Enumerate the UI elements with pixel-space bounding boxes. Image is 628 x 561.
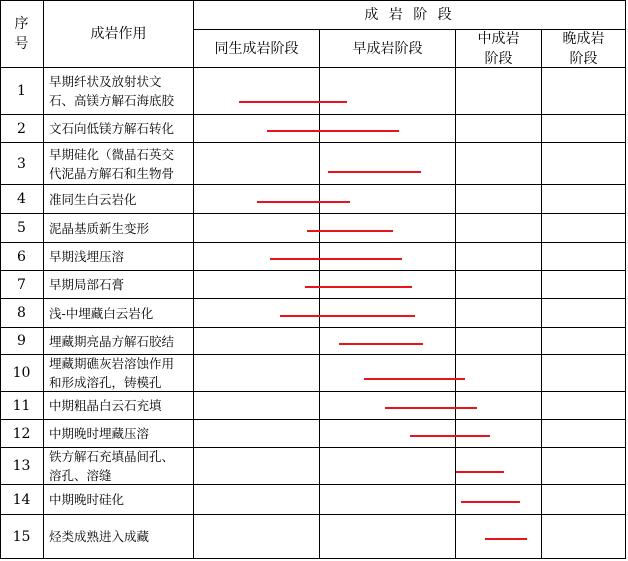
row-process-text: 准同生白云岩化 [49,191,137,207]
stage-cell-early [320,243,456,271]
row-number: 4 [17,191,26,207]
stage-cell-late [542,68,626,115]
stage-cell-late [542,243,626,271]
stage-cell-late [542,271,626,299]
row-number: 9 [17,333,26,349]
stage-range-bar [257,201,350,203]
stage-cell-early [320,328,456,355]
stage-cell-late [542,392,626,420]
stage-cell-middle [456,355,542,392]
row-process-text: 中期晚时埋藏压溶 [49,426,150,441]
stage-cell-middle [456,448,542,485]
row-process-text: 中期粗晶白云石充填 [49,398,162,413]
row-process-cell [44,420,194,448]
stage-cell-early [320,420,456,448]
header-stages [194,0,626,30]
row-process-cell [44,185,194,214]
stage-cell-late [542,185,626,214]
stage-cell-early [320,271,456,299]
row-process-text: 埋藏期亮晶方解石胶结 [49,333,175,349]
stage-cell-syngenetic [194,115,320,143]
stage-cell-early [320,68,456,115]
row-process-cell [44,143,194,185]
row-number: 1 [17,83,26,99]
stage-range-bar [456,471,504,473]
stage-range-bar [307,230,393,232]
row-number-cell [0,243,44,271]
stage-cell-middle [456,243,542,271]
stage-range-bar [328,171,420,173]
stage-range-bar [305,286,413,288]
row-number-cell [0,115,44,143]
row-number: 15 [12,528,31,545]
stage-range-bar [267,130,399,132]
row-number: 5 [17,220,26,236]
stage-cell-syngenetic [194,299,320,328]
row-number: 14 [12,491,31,508]
stage-cell-middle [456,420,542,448]
stage-cell-late [542,115,626,143]
row-process-text: 埋藏期礁灰岩溶蚀作用 和形成溶孔，铸模孔 [49,356,175,390]
row-number: 3 [17,155,26,172]
row-number-cell [0,328,44,355]
header-stage-syngenetic [194,30,320,68]
header-seq [0,0,44,68]
row-number-cell [0,448,44,485]
stage-cell-early [320,185,456,214]
stage-cell-middle [456,68,542,115]
stage-range-bar [385,407,476,409]
header-stage-early [320,30,456,68]
row-process-text: 铁方解石充填晶间孔、 溶孔、溶缝 [49,449,175,483]
row-number-cell [0,185,44,214]
stage-cell-late [542,299,626,328]
stage-cell-syngenetic [194,243,320,271]
stage-range-bar [410,435,491,437]
header-process [44,0,194,68]
stage-cell-syngenetic [194,420,320,448]
stage-cell-late [542,328,626,355]
header-stage-late [542,30,626,68]
stage-label-3: 中成岩 阶段 [477,30,520,67]
row-number-cell [0,271,44,299]
stage-cell-middle [456,299,542,328]
stage-cell-early [320,299,456,328]
stage-cell-early [320,355,456,392]
row-number: 2 [17,120,26,137]
row-number: 10 [12,365,31,381]
row-process-cell [44,115,194,143]
stage-cell-syngenetic [194,328,320,355]
row-number: 6 [17,248,26,265]
row-number-cell [0,299,44,328]
stage-cell-syngenetic [194,355,320,392]
stage-cell-early [320,115,456,143]
stage-range-bar [485,538,526,540]
stage-cell-middle [456,515,542,559]
row-process-cell [44,243,194,271]
row-process-cell [44,355,194,392]
row-number-cell [0,68,44,115]
row-number-cell [0,515,44,559]
row-process-cell [44,328,194,355]
row-number-cell [0,420,44,448]
stage-cell-middle [456,214,542,243]
header-process-text: 成岩作用 [90,25,147,42]
stage-cell-syngenetic [194,143,320,185]
row-process-cell [44,214,194,243]
stage-range-bar [280,315,416,317]
stage-cell-middle [456,143,542,185]
row-number-cell [0,143,44,185]
row-number: 8 [17,305,26,321]
row-process-text: 早期纤状及放射状文 石、高镁方解石海底胶 [49,74,175,108]
row-process-cell [44,485,194,515]
stage-cell-middle [456,271,542,299]
stage-cell-late [542,448,626,485]
stage-cell-syngenetic [194,214,320,243]
stage-range-bar [461,501,519,503]
stage-cell-early [320,485,456,515]
stage-cell-early [320,214,456,243]
stage-cell-syngenetic [194,392,320,420]
row-number-cell [0,485,44,515]
row-process-text: 早期硅化（微晶石英交 代泥晶方解石和生物骨 [49,146,175,181]
row-process-text: 早期浅埋压溶 [49,249,125,264]
stage-label-2: 早成岩阶段 [352,40,423,57]
row-process-cell [44,448,194,485]
stage-range-bar [364,378,465,380]
row-process-cell [44,68,194,115]
header-seq-text: 序 号 [14,15,29,52]
row-process-cell [44,392,194,420]
stage-cell-syngenetic [194,515,320,559]
row-number: 13 [12,458,31,474]
row-number: 7 [17,276,26,293]
row-number-cell [0,392,44,420]
stage-cell-syngenetic [194,271,320,299]
row-number-cell [0,214,44,243]
stage-label-1: 同生成岩阶段 [214,40,299,57]
row-number-cell [0,355,44,392]
stage-cell-late [542,420,626,448]
row-process-text: 文石向低镁方解石转化 [49,121,175,136]
row-process-text: 早期局部石膏 [49,277,125,292]
header-stage-middle [456,30,542,68]
stage-cell-syngenetic [194,448,320,485]
stage-cell-middle [456,392,542,420]
stage-cell-early [320,143,456,185]
row-process-text: 中期晚时硅化 [49,492,125,507]
stage-range-bar [270,258,402,260]
stage-range-bar [339,343,423,345]
stage-cell-syngenetic [194,185,320,214]
stage-cell-late [542,515,626,559]
stage-cell-middle [456,328,542,355]
stage-cell-middle [456,485,542,515]
header-stages-text: 成 岩 阶 段 [364,6,455,23]
stage-cell-late [542,485,626,515]
row-number: 12 [12,425,31,442]
stage-cell-syngenetic [194,485,320,515]
stage-range-bar [239,101,347,103]
stage-cell-early [320,392,456,420]
stage-cell-early [320,515,456,559]
row-number: 11 [12,397,31,414]
row-process-text: 烃类成熟进入成藏 [49,529,150,544]
row-process-text: 泥晶基质新生变形 [49,220,150,236]
row-process-text: 浅-中埋藏白云岩化 [49,305,154,321]
row-process-cell [44,271,194,299]
stage-cell-syngenetic [194,68,320,115]
stage-cell-late [542,143,626,185]
row-process-cell [44,515,194,559]
stage-cell-middle [456,185,542,214]
stage-cell-early [320,448,456,485]
row-process-cell [44,299,194,328]
stage-label-4: 晚成岩 阶段 [562,30,605,67]
stage-cell-late [542,355,626,392]
stage-cell-middle [456,115,542,143]
stage-cell-late [542,214,626,243]
